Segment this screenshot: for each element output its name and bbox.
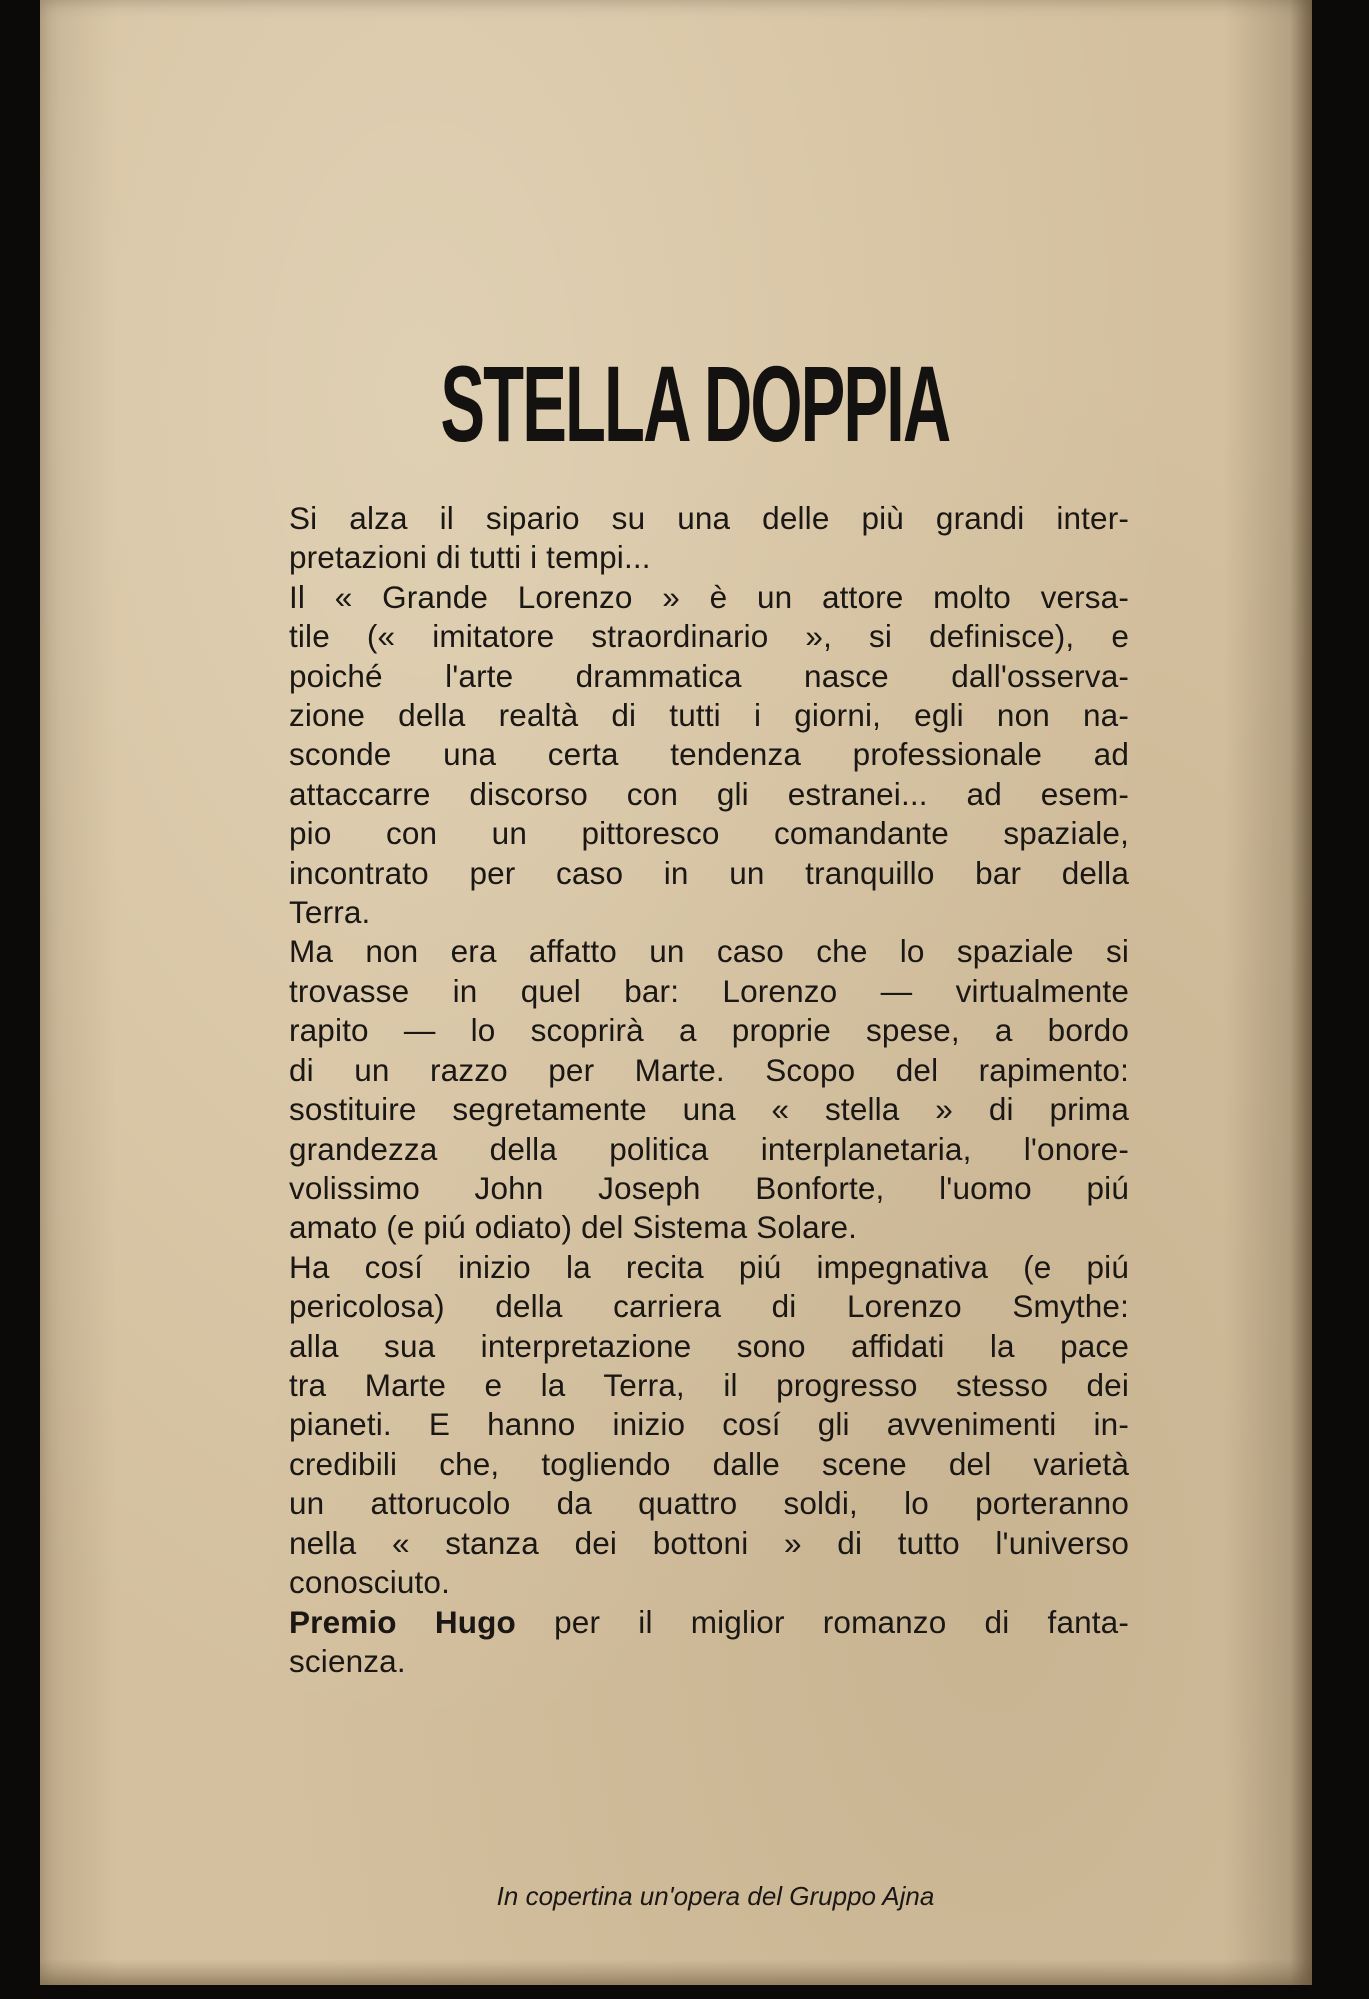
blurb-line: conosciuto. — [289, 1563, 450, 1600]
blurb-line: volissimo John Joseph Bonforte, l'uomo piú — [289, 1169, 1129, 1206]
blurb-line: Il « Grande Lorenzo » è un attore molto versa- — [289, 578, 1129, 615]
blurb-line: pretazioni di tutti i tempi... — [289, 539, 651, 576]
blurb-line: Ha cosí inizio la recita piú impegnativa (e piú — [289, 1248, 1129, 1285]
award-line — [289, 1603, 1129, 1642]
blurb-line: Ma non era affatto un caso che lo spaziale si — [289, 933, 1129, 970]
blurb-line: credibili che, togliendo dalle scene del varietà — [289, 1445, 1129, 1482]
award-name: Premio Hugo — [289, 1604, 516, 1640]
blurb-line: alla sua interpretazione sono affidati la pace — [289, 1327, 1129, 1364]
cover-spine-edge — [1290, 0, 1312, 1985]
blurb-line: nella « stanza dei bottoni » di tutto l'universo — [289, 1524, 1129, 1561]
blurb-line: sconde una certa tendenza professionale ad — [289, 736, 1129, 773]
blurb-line: pianeti. E hanno inizio cosí gli avvenimenti in- — [289, 1406, 1129, 1443]
blurb-line: un attorucolo da quattro soldi, lo porteranno — [289, 1485, 1129, 1522]
blurb-line: di un razzo per Marte. Scopo del rapimento: — [289, 1051, 1129, 1088]
blurb-line: Si alza il sipario su una delle più grandi inter- — [289, 500, 1129, 536]
blurb-line: rapito — lo scoprirà a proprie spese, a bordo — [289, 1012, 1129, 1049]
blurb-line: Terra. — [289, 894, 371, 931]
award-text: per il miglior romanzo di fanta- — [515, 1604, 1129, 1640]
award-line-2: scienza. — [289, 1643, 406, 1680]
blurb-line: attaccarre discorso con gli estranei... ad esem- — [289, 775, 1129, 812]
book-title: STELLA DOPPIA — [440, 343, 950, 464]
blurb-line: sostituire segretamente una « stella » di prima — [289, 1091, 1129, 1128]
blurb-line: grandezza della politica interplanetaria, l'onore- — [289, 1130, 1129, 1167]
blurb-line: poiché l'arte drammatica nasce dall'osserva- — [289, 657, 1129, 694]
blurb-line: zione della realtà di tutti i giorni, egli non na- — [289, 697, 1129, 734]
award-note — [289, 1603, 1129, 1682]
cover-art-credit: In copertina un'opera del Gruppo Ajna — [496, 1881, 935, 1911]
blurb-text — [289, 499, 1129, 1602]
blurb-line: incontrato per caso in un tranquillo bar della — [289, 854, 1129, 891]
blurb-line: amato (e piú odiato) del Sistema Solare. — [289, 1209, 858, 1246]
blurb-line: trovasse in quel bar: Lorenzo — virtualmente — [289, 972, 1129, 1009]
blurb-line: pericolosa) della carriera di Lorenzo Smythe: — [289, 1288, 1129, 1325]
blurb-line: tra Marte e la Terra, il progresso stesso dei — [289, 1366, 1129, 1403]
cover-bottom-edge — [40, 1959, 1312, 1985]
blurb-line: pio con un pittoresco comandante spaziale, — [289, 815, 1129, 852]
blurb-line: tile (« imitatore straordinario », si definisce), e — [289, 618, 1129, 655]
